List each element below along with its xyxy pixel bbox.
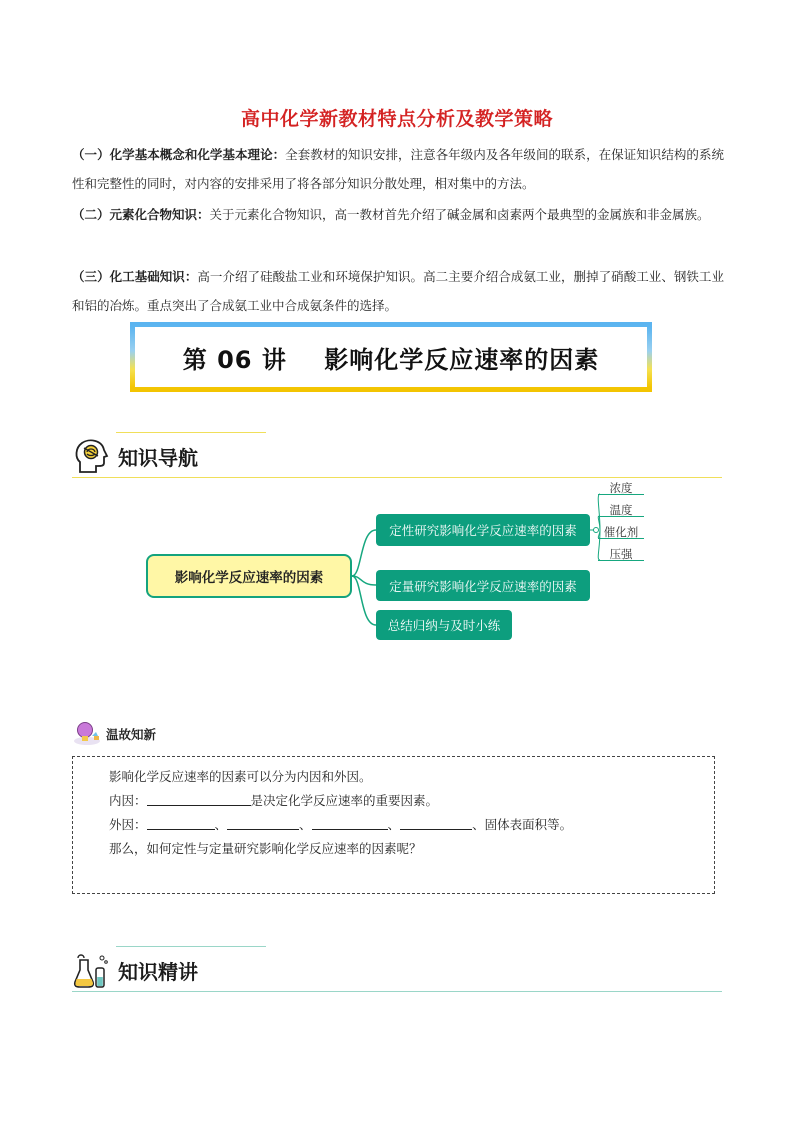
paragraph-concepts [72, 140, 724, 198]
mindmap-leaf: 温度 [609, 503, 633, 517]
lightbulb-icon [72, 718, 102, 748]
lecture-title-box [130, 322, 652, 392]
mindmap-leaf: 催化剂 [603, 525, 639, 539]
paragraph-text: 关于元素化合物知识，高一教材首先介绍了碱金属和卤素两个最典型的金属族和非金属族。 [209, 207, 710, 222]
paragraph-label: （三）化工基础知识： [72, 269, 198, 284]
mindmap-branch-qualitative: 定性研究影响化学反应速率的因素 [376, 514, 590, 546]
fill-blank [147, 817, 215, 830]
paragraph-text: 全套教材的知识安排，注意各年级内及各年级间的联系，在保证知识结构的系统性和完整性的同时，对内容的安排采用了将各部分知识分散处理，相对集中的方法。 [72, 147, 724, 191]
mindmap-root: 影响化学反应速率的因素 [146, 554, 352, 598]
fill-blank [312, 817, 388, 830]
fill-blank [400, 817, 472, 830]
review-line-external: 外因： 、 、 、 、固体表面积等。 [109, 817, 573, 832]
review-box [72, 756, 715, 894]
section-title: 知识精讲 [118, 960, 198, 984]
paragraph-industry [72, 262, 724, 320]
section-title: 知识导航 [118, 446, 198, 470]
paragraph-label: （二）元素化合物知识： [72, 207, 210, 222]
fill-blank [227, 817, 299, 830]
section-header-lecture [72, 946, 722, 992]
review-line: 那么，如何定性与定量研究影响化学反应速率的因素呢？ [109, 841, 422, 856]
paragraph-label: （一）化学基本概念和化学基本理论： [72, 147, 286, 162]
section-header-nav [72, 432, 722, 478]
review-line: 影响化学反应速率的因素可以分为内因和外因。 [109, 769, 372, 784]
paragraph-elements [72, 200, 724, 229]
mindmap-leaf: 压强 [609, 547, 633, 561]
paragraph-text: 高一介绍了硅酸盐工业和环境保护知识。高二主要介绍合成氨工业，删掉了硝酸工业、钢铁工业和铝的冶炼。重点突出了合成氨工业中合成氨条件的选择。 [72, 269, 724, 313]
mindmap-branch-quantitative: 定量研究影响化学反应速率的因素 [376, 570, 590, 601]
review-line-internal: 内因： 是决定化学反应速率的重要因素。 [109, 793, 439, 808]
document-title: 高中化学新教材特点分析及教学策略 [240, 108, 553, 130]
lab-flask-icon [72, 950, 112, 990]
mindmap-leaf: 浓度 [609, 481, 633, 495]
mindmap-branch-summary: 总结归纳与及时小练 [376, 610, 512, 640]
fill-blank [147, 793, 251, 806]
section-title: 温故知新 [106, 727, 157, 742]
lecture-title: 第 06 讲 影响化学反应速率的因素 [182, 345, 600, 374]
thinking-head-icon [72, 436, 112, 476]
